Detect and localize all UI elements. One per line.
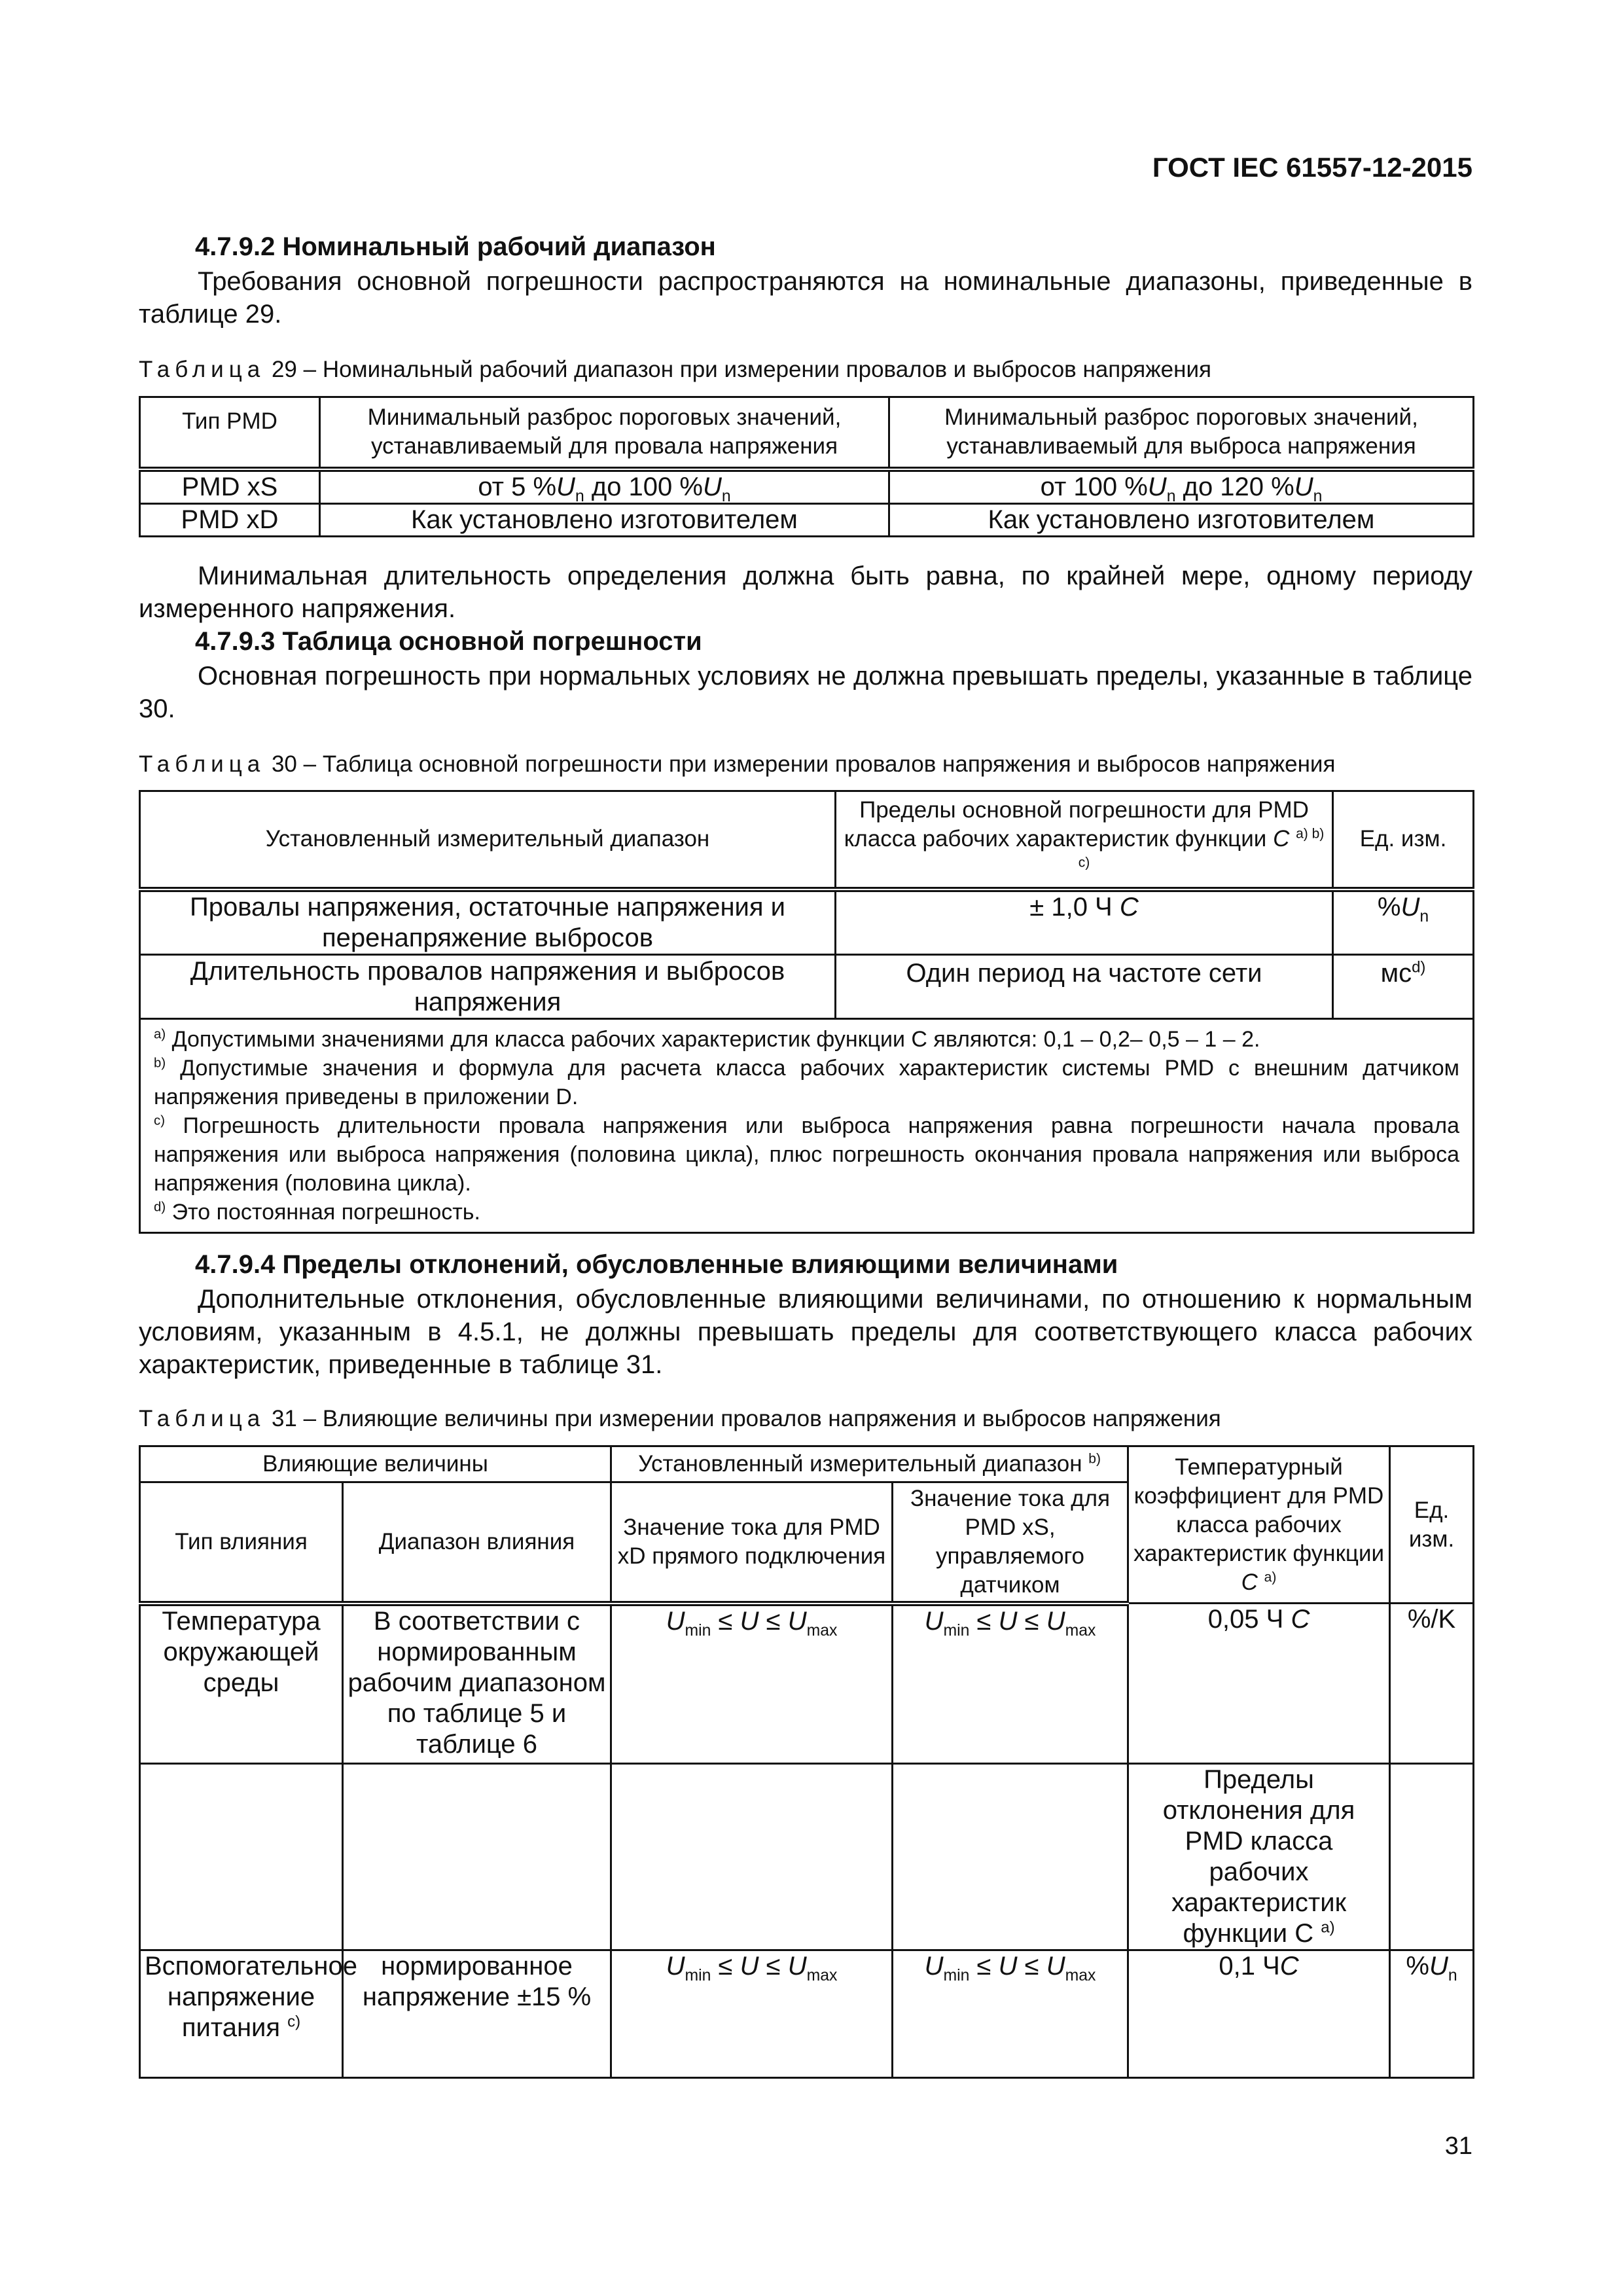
caption-text: 29 – Номинальный рабочий диапазон при измерении провалов и выбросов напряжения: [271, 357, 1211, 382]
t30-r1-limit-text: ± 1,0 Ч: [1029, 892, 1113, 922]
caption-word: Таблица: [139, 1406, 266, 1431]
u-symbol: U: [787, 1606, 807, 1636]
t31-r3-type: [140, 1950, 357, 2078]
heading-4793: 4.7.9.3 Таблица основной погрешности: [195, 627, 702, 656]
t31-r1-type: Температура окружающей среды: [140, 1604, 343, 1764]
u-symbol: U: [666, 1952, 685, 1981]
page-number: 31: [1444, 2132, 1472, 2160]
t29-col-type: Тип PMD: [140, 397, 320, 469]
table-30-caption: [139, 751, 1335, 778]
table-31: [139, 1445, 1474, 2079]
caption-word: Таблица: [139, 357, 266, 382]
t29-r1-dip-from: от 5 %: [478, 472, 557, 501]
t31-r2-limit: [1128, 1764, 1390, 1950]
u-symbol: U: [924, 1606, 944, 1636]
t31-col-xs: Значение тока для PMD xS, управляемого датчиком: [893, 1482, 1128, 1604]
un-symbol: U: [556, 472, 575, 501]
note-text: Погрешность длительности провала напряжения или выброса напряжения равна погрешности начала провала напряжения или выброса напряжения (половина цикла), плюс погрешность окончания провала напряжения или выброса напряжения (половина цикла).: [154, 1113, 1459, 1196]
leq: ≤: [758, 1606, 788, 1636]
pct: %: [1406, 1952, 1429, 1981]
un-symbol: U: [702, 472, 722, 501]
u-symbol: U: [740, 1952, 759, 1981]
table-31-caption: [139, 1406, 1221, 1432]
t31-r3-coef: [1128, 1950, 1390, 2078]
table-30: [139, 790, 1474, 1234]
u-max: max: [1065, 1967, 1096, 1984]
t31-grp-range-text: Установленный измерительный диапазон: [638, 1451, 1082, 1477]
table-29-caption: [139, 357, 1211, 383]
t31-col-temp: [1128, 1446, 1390, 1604]
standard-number: ГОСТ IEC 61557-12-2015: [1152, 152, 1472, 183]
t31-r3-range: нормированное напряжение ±15 %: [343, 1950, 611, 2078]
u-min: min: [685, 1621, 711, 1640]
un-sub: n: [1419, 907, 1429, 925]
pct: %: [1377, 892, 1401, 922]
un-symbol: U: [1429, 1952, 1448, 1981]
t30-col-limits-sup: a) b) c): [1078, 826, 1325, 870]
leq: ≤: [1017, 1952, 1046, 1981]
t31-r2-type: [140, 1764, 343, 1950]
un-sub: n: [575, 487, 584, 505]
t31-col-xd: Значение тока для PMD xD прямого подключения: [611, 1482, 893, 1604]
t29-r1-swell-to: до 120 %: [1183, 472, 1294, 501]
u-symbol: U: [998, 1952, 1018, 1981]
note-text: Допустимые значения и формула для расчета класса рабочих характеристик системы PMD с внешним датчиком напряжения приведены в приложении D.: [154, 1056, 1459, 1109]
t30-r2-unit: [1333, 955, 1474, 1019]
note-mark: c): [154, 1113, 165, 1128]
u-max: max: [1065, 1621, 1096, 1640]
t31-r3-unit: [1390, 1950, 1474, 2078]
u-symbol: U: [1046, 1952, 1065, 1981]
leq: ≤: [758, 1952, 788, 1981]
heading-4792: 4.7.9.2 Номинальный рабочий диапазон: [195, 232, 716, 261]
t30-col-limits: [836, 791, 1333, 889]
caption-text: 31 – Влияющие величины при измерении провалов напряжения и выбросов напряжения: [271, 1406, 1221, 1431]
un-symbol: U: [1147, 472, 1167, 501]
caption-text: 30 – Таблица основной погрешности при измерении провалов напряжения и выбросов напряжения: [271, 751, 1336, 777]
t31-grp-range: [611, 1446, 1128, 1482]
coef-text: 0,1 Ч: [1219, 1952, 1280, 1981]
heading-4794: 4.7.9.4 Пределы отклонений, обусловленные влияющими величинами: [195, 1250, 1118, 1279]
t30-r2-range: Длительность провалов напряжения и выбросов напряжения: [140, 955, 836, 1019]
note-mark: a): [154, 1027, 166, 1042]
t30-note-d: [154, 1198, 1459, 1227]
limit-text: Пределы отклонения для PMD класса рабочих характеристик функции С: [1162, 1765, 1355, 1948]
paragraph-duration-text: Минимальная длительность определения должна быть равна, по крайней мере, одному периоду измеренного напряжения.: [139, 562, 1472, 623]
u-symbol: U: [787, 1952, 807, 1981]
t29-r1-dip: [320, 469, 889, 504]
note-mark: d): [154, 1200, 166, 1215]
t30-col-limits-c: C: [1273, 826, 1290, 852]
r3-type-sup: c): [287, 2013, 301, 2031]
t29-r1-type: PMD xS: [140, 469, 320, 504]
t29-col-dip: Минимальный разброс пороговых значений, устанавливаемый для провала напряжения: [320, 397, 889, 469]
caption-word: Таблица: [139, 751, 266, 777]
t31-col-range: Диапазон влияния: [343, 1482, 611, 1604]
t30-note-b: [154, 1054, 1459, 1111]
t31-r2-unit: [1390, 1764, 1474, 1950]
un-sub: n: [1448, 1967, 1457, 1984]
u-symbol: U: [666, 1606, 685, 1636]
t31-r2-range: [343, 1764, 611, 1950]
t31-col-temp-text: Температурный коэффициент для PMD класса рабочих характеристик функции: [1133, 1454, 1385, 1566]
paragraph-4793-text: Основная погрешность при нормальных условиях не должна превышать пределы, указанные в таблице 30.: [139, 662, 1472, 723]
paragraph-duration: [139, 560, 1472, 625]
leq: ≤: [969, 1952, 999, 1981]
coef-c: C: [1291, 1605, 1310, 1634]
note-mark: b): [154, 1056, 166, 1071]
t31-r3-xd: [611, 1950, 893, 2078]
table-29: [139, 396, 1474, 537]
t31-col-unit: Ед. изм.: [1390, 1446, 1474, 1604]
t30-note-a: [154, 1025, 1459, 1054]
t31-col-type: Тип влияния: [140, 1482, 343, 1604]
leq: ≤: [711, 1606, 740, 1636]
ms-sup: d): [1412, 958, 1426, 977]
leq: ≤: [969, 1606, 999, 1636]
t31-col-temp-c: C: [1241, 1569, 1258, 1595]
u-symbol: U: [924, 1952, 944, 1981]
u-symbol: U: [740, 1606, 759, 1636]
u-min: min: [943, 1967, 970, 1984]
un-symbol: U: [1400, 892, 1420, 922]
t30-notes: [140, 1019, 1474, 1233]
t29-r1-dip-to: до 100 %: [591, 472, 703, 501]
t30-note-c: [154, 1111, 1459, 1198]
un-symbol: U: [1294, 472, 1313, 501]
paragraph-4792: [139, 265, 1472, 331]
u-max: max: [806, 1621, 838, 1640]
note-text: Допустимыми значениями для класса рабочих характеристик функции С являются: 0,1 – 0,2– 0,5 – 1 – 2.: [171, 1027, 1260, 1052]
t31-r1-range: В соответствии с нормированным рабочим диапазоном по таблице 5 и таблице 6: [343, 1604, 611, 1764]
t29-col-swell: Минимальный разброс пороговых значений, устанавливаемый для выброса напряжения: [889, 397, 1474, 469]
t31-r1-unit: %/K: [1390, 1604, 1474, 1764]
t30-r1-range: Провалы напряжения, остаточные напряжения и перенапряжение выбросов: [140, 889, 836, 955]
r3-type-text: Вспомогательное напряжение питания: [145, 1952, 357, 2042]
u-min: min: [943, 1621, 970, 1640]
leq: ≤: [711, 1952, 740, 1981]
limit-sup: a): [1321, 1918, 1335, 1937]
t30-col-range: Установленный измерительный диапазон: [140, 791, 836, 889]
t30-r1-limit: [836, 889, 1333, 955]
t31-r1-xs: [893, 1604, 1128, 1764]
un-sub: n: [721, 487, 731, 505]
u-min: min: [685, 1967, 711, 1984]
paragraph-4793: [139, 660, 1472, 725]
t29-r2-dip: Как установлено изготовителем: [320, 503, 889, 536]
t31-r2-xs: [893, 1764, 1128, 1950]
paragraph-4794: [139, 1283, 1472, 1381]
t29-r2-swell: Как установлено изготовителем: [889, 503, 1474, 536]
t30-r2-limit: Один период на частоте сети: [836, 955, 1333, 1019]
u-symbol: U: [998, 1606, 1018, 1636]
un-sub: n: [1166, 487, 1176, 505]
t29-r1-swell-from: от 100 %: [1040, 472, 1148, 501]
t31-grp-range-sup: b): [1088, 1451, 1101, 1467]
t30-col-limits-text: Пределы основной погрешности для PMD класса рабочих характеристик функции: [844, 797, 1309, 852]
t29-r1-swell: [889, 469, 1474, 504]
t31-r3-xs: [893, 1950, 1128, 2078]
leq: ≤: [1017, 1606, 1046, 1636]
paragraph-4792-text: Требования основной погрешности распространяются на номинальные диапазоны, приведенные в таблице 29.: [139, 267, 1472, 329]
t30-col-unit: Ед. изм.: [1333, 791, 1474, 889]
t31-r1-xd: [611, 1604, 893, 1764]
t31-col-temp-sup: a): [1264, 1569, 1277, 1585]
t29-r2-type: PMD xD: [140, 503, 320, 536]
t31-r1-coef: [1128, 1604, 1390, 1764]
t30-r1-unit: [1333, 889, 1474, 955]
paragraph-4794-text: Дополнительные отклонения, обусловленные влияющими величинами, по отношению к нормальным условиям, указанным в 4.5.1, не должны превышать пределы для соответствующего класса рабочих характеристик, приведенные в таблице 31.: [139, 1285, 1472, 1379]
coef-c: C: [1279, 1952, 1299, 1981]
u-max: max: [806, 1967, 838, 1984]
u-symbol: U: [1046, 1606, 1065, 1636]
t31-r2-xd: [611, 1764, 893, 1950]
t31-grp-influence: Влияющие величины: [140, 1446, 611, 1482]
t30-r1-limit-c: C: [1119, 892, 1139, 922]
un-sub: n: [1313, 487, 1323, 505]
ms: мс: [1380, 959, 1412, 988]
coef-text: 0,05 Ч: [1207, 1605, 1284, 1634]
note-text: Это постоянная погрешность.: [171, 1200, 480, 1225]
